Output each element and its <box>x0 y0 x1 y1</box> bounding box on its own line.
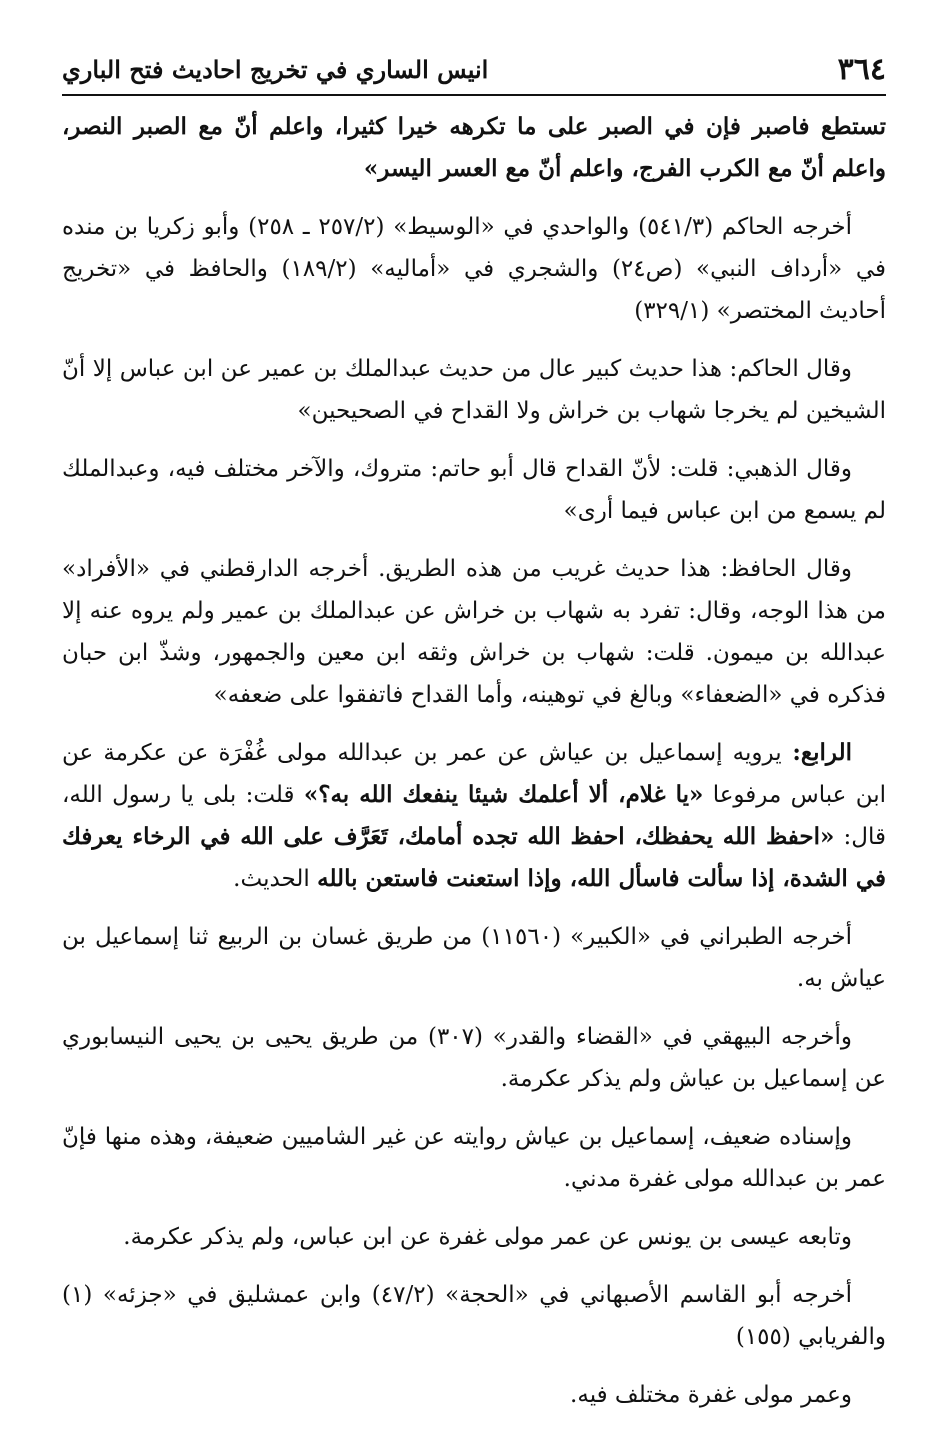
paragraph-takhrij-hakim: أخرجه الحاكم (٥٤١/٣) والواحدي في «الوسيط» (٢٥٧/٢ ـ ٢٥٨) وأبو زكريا بن منده في «أرداف النبي» (ص٢٤) والشجري في «أماليه» (١٨٩/٢) والحافظ في «تخريج أحاديث المختصر» (٣٢٩/١) <box>62 214 887 324</box>
running-title: انيس الساري في تخريج احاديث فتح الباري <box>62 54 489 84</box>
page-number: ٣٦٤ <box>837 51 886 87</box>
paragraph-tabarani: أخرجه الطبراني في «الكبير» (١١٥٦٠) من طريق غسان بن الربيع ثنا إسماعيل بن عياش به. <box>62 924 886 992</box>
paragraph-isnad-weak: وإسناده ضعيف، إسماعيل بن عياش روايته عن غير الشاميين ضعيفة، وهذه منها فإنّ عمر بن عبدالله مولى غفرة مدني. <box>62 1124 886 1192</box>
paragraph-dhahabi-comment: وقال الذهبي: قلت: لأنّ القداح قال أبو حاتم: متروك، والآخر مختلف فيه، وعبدالملك لم يسمع من ابن عباس فيما أرى» <box>62 456 886 524</box>
fourth-route-text-3: الحديث. <box>233 866 318 892</box>
fourth-route-heading: الرابع: <box>781 739 852 766</box>
paragraph-umar-mawla: وعمر مولى غفرة مختلف فيه. <box>570 1382 852 1408</box>
fourth-route-text-2: قلت: بلى يا رسول الله، قال: <box>62 782 886 850</box>
paragraph-hadith-continuation: تستطع فاصبر فإن في الصبر على ما تكرهه خيرا كثيرا، واعلم أنّ مع الصبر النصر، واعلم أنّ مع الكرب الفرج، واعلم أنّ مع العسر اليسر» <box>62 113 886 182</box>
paragraph-mutaba-isa: وتابعه عيسى بن يونس عن عمر مولى غفرة عن ابن عباس، ولم يذكر عكرمة. <box>123 1224 852 1250</box>
paragraph-hakim-comment: وقال الحاكم: هذا حديث كبير عال من حديث عبدالملك بن عمير عن ابن عباس إلا أنّ الشيخين لم يخرجا شهاب بن خراش ولا القداح في الصحيحين» <box>62 356 886 424</box>
hadith-quote-1: «يا غلام، ألا أعلمك شيئا ينفعك الله به؟» <box>303 781 704 808</box>
hadith-quote-2: «احفظ الله يحفظك، احفظ الله تجده أمامك، تَعَرَّف على الله في الرخاء يعرفك في الشدة، إذا سألت فاسأل الله، وإذا استعنت فاستعن بالله <box>62 823 886 892</box>
paragraph-hafiz-comment: وقال الحافظ: هذا حديث غريب من هذه الطريق. أخرجه الدارقطني في «الأفراد» من هذا الوجه، وقال: تفرد به شهاب بن خراش عن عبدالملك بن عمير ولم يروه عنه إلا عبدالله بن ميمون. قلت: شهاب بن خراش وثقه ابن معين والجمهور، وشذّ ابن حبان فذكره في «الضعفاء» وبالغ في توهينه، وأما القداح فاتفقوا على ضعفه» <box>62 556 886 708</box>
paragraph-bayhaqi: وأخرجه البيهقي في «القضاء والقدر» (٣٠٧) من طريق يحيى بن يحيى النيسابوري عن إسماعيل بن عياش ولم يذكر عكرمة. <box>62 1024 886 1092</box>
page-header <box>62 44 886 96</box>
paragraph-asbahani: أخرجه أبو القاسم الأصبهاني في «الحجة» (٤٧/٢) وابن عمشليق في «جزئه» (١) والفريابي (١٥٥) <box>62 1282 886 1350</box>
fourth-route-text: يرويه إسماعيل بن عياش عن عمر بن عبدالله مولى غُفْرَة عن عكرمة عن ابن عباس مرفوعا <box>62 740 886 808</box>
paragraph-fourth-route <box>62 732 886 900</box>
page-body <box>62 106 886 1432</box>
